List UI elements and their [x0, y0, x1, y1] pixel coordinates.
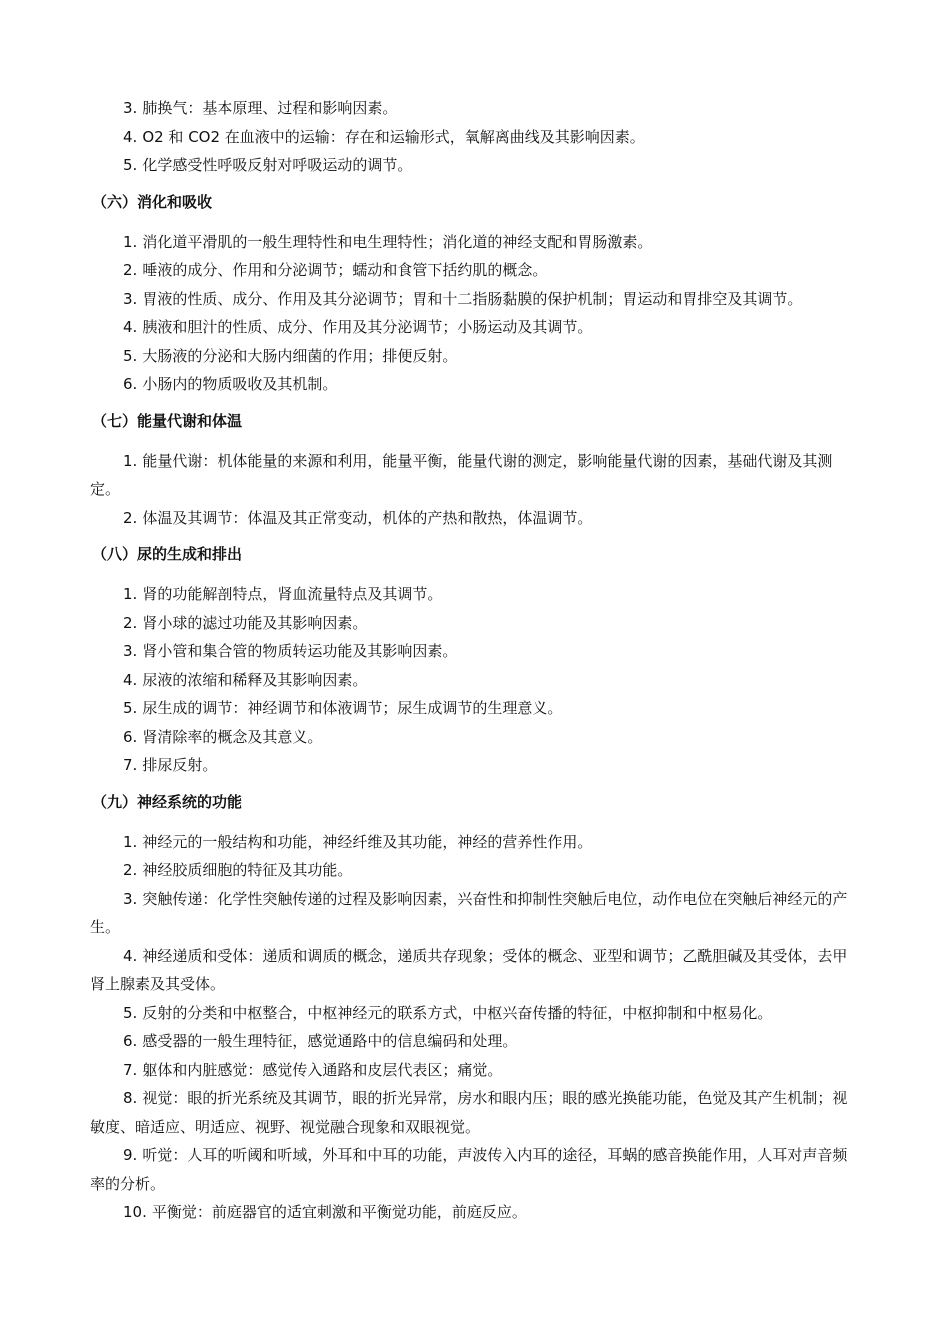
section-nervous-system: [90, 788, 860, 1227]
section-heading: （九）神经系统的功能: [92, 792, 243, 811]
section-urine: [90, 540, 860, 780]
list-item: 5. 化学感受性呼吸反射对呼吸运动的调节。: [123, 156, 413, 174]
list-item: 9. 听觉：人耳的听阈和听域，外耳和中耳的功能，声波传入内耳的途径，耳蜗的感音换能作用，人耳对声音频率的分析。: [90, 1146, 848, 1193]
section-digestion: [90, 188, 860, 399]
list-item: 7. 排尿反射。: [123, 756, 218, 774]
list-item: 2. 体温及其调节：体温及其正常变动，机体的产热和散热，体温调节。: [123, 508, 593, 527]
list-item: 6. 小肠内的物质吸收及其机制。: [123, 375, 338, 393]
list-item: 1. 消化道平滑肌的一般生理特性和电生理特性；消化道的神经支配和胃肠激素。: [123, 232, 653, 251]
list-item: 5. 尿生成的调节：神经调节和体液调节；尿生成调节的生理意义。: [123, 699, 563, 717]
list-item: 3. 突触传递：化学性突触传递的过程及影响因素，兴奋性和抑制性突触后电位，动作电位在突触后神经元的产生。: [90, 889, 848, 936]
intro-list: [90, 94, 860, 180]
list-item: 3. 胃液的性质、成分、作用及其分泌调节；胃和十二指肠黏膜的保护机制；胃运动和胃排空及其调节。: [123, 289, 803, 308]
list-item: 5. 反射的分类和中枢整合，中枢神经元的联系方式，中枢兴奋传播的特征，中枢抑制和中枢易化。: [123, 1003, 773, 1022]
section-heading: （八）尿的生成和排出: [92, 545, 243, 563]
list-item: 3. 肺换气：基本原理、过程和影响因素。: [123, 99, 398, 117]
list-item: 2. 肾小球的滤过功能及其影响因素。: [123, 613, 368, 632]
list-item: 4. 胰液和胆汁的性质、成分、作用及其分泌调节；小肠运动及其调节。: [123, 318, 593, 336]
list-item: 1. 能量代谢：机体能量的来源和利用，能量平衡，能量代谢的测定，影响能量代谢的因素，基础代谢及其测定。: [90, 451, 833, 498]
list-item: 10. 平衡觉：前庭器官的适宜刺激和平衡觉功能，前庭反应。: [123, 1203, 527, 1221]
list-item: 7. 躯体和内脏感觉：感觉传入通路和皮层代表区；痛觉。: [123, 1060, 503, 1079]
list-item: 8. 视觉：眼的折光系统及其调节，眼的折光异常，房水和眼内压；眼的感光换能功能，色觉及其产生机制；视敏度、暗适应、明适应、视野、视觉融合现象和双眼视觉。: [90, 1089, 848, 1136]
list-item: 1. 神经元的一般结构和功能，神经纤维及其功能，神经的营养性作用。: [123, 832, 593, 851]
list-item: 2. 神经胶质细胞的特征及其功能。: [123, 861, 353, 879]
list-item: 4. 尿液的浓缩和稀释及其影响因素。: [123, 670, 368, 689]
document-body: [90, 94, 860, 1227]
list-item: 2. 唾液的成分、作用和分泌调节；蠕动和食管下括约肌的概念。: [123, 261, 548, 279]
list-item: 4. O2 和 CO2 在血液中的运输：存在和运输形式，氧解离曲线及其影响因素。: [123, 127, 645, 146]
section-heading: （七）能量代谢和体温: [92, 411, 243, 430]
list-item: 6. 肾清除率的概念及其意义。: [123, 727, 323, 746]
list-item: 6. 感受器的一般生理特征，感觉通路中的信息编码和处理。: [123, 1032, 518, 1050]
section-energy-metabolism: [90, 407, 860, 533]
list-item: 5. 大肠液的分泌和大肠内细菌的作用；排便反射。: [123, 346, 458, 365]
section-heading: （六）消化和吸收: [92, 192, 213, 211]
list-item: 4. 神经递质和受体：递质和调质的概念，递质共存现象；受体的概念、亚型和调节；乙酰胆碱及其受体，去甲肾上腺素及其受体。: [90, 946, 848, 993]
list-item: 3. 肾小管和集合管的物质转运功能及其影响因素。: [123, 642, 458, 660]
list-item: 1. 肾的功能解剖特点，肾血流量特点及其调节。: [123, 585, 443, 603]
